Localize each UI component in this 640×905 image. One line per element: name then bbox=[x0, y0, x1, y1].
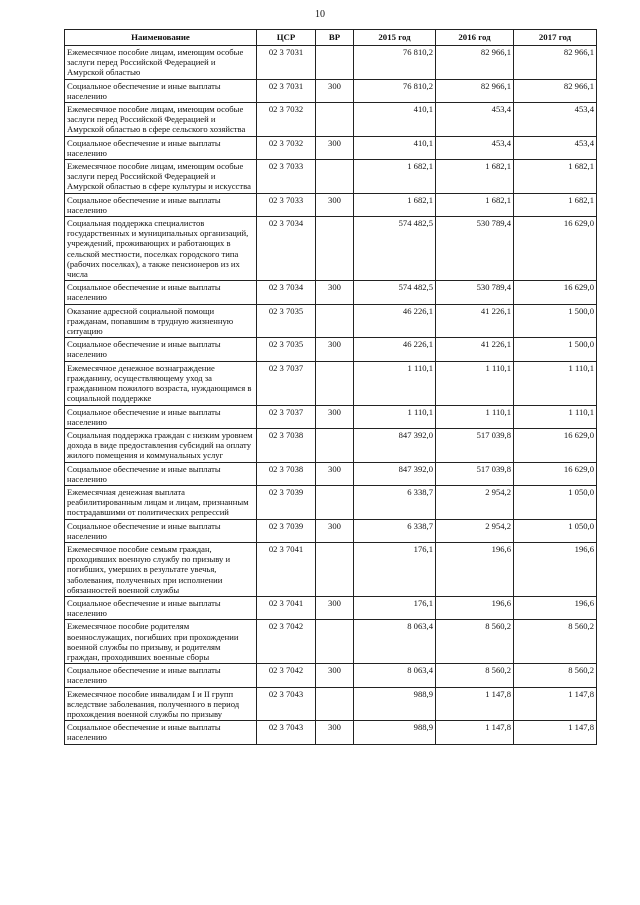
row-2016: 517 039,8 bbox=[436, 428, 514, 462]
row-vr: 300 bbox=[316, 79, 354, 102]
row-csr: 02 3 7032 bbox=[257, 136, 316, 159]
row-2017: 16 629,0 bbox=[514, 281, 597, 304]
table-row bbox=[65, 620, 597, 664]
header-2015: 2015 год bbox=[354, 30, 436, 46]
row-2015: 988,9 bbox=[354, 721, 436, 744]
row-2015: 176,1 bbox=[354, 596, 436, 619]
row-vr bbox=[316, 687, 354, 721]
row-name: Ежемесячное пособие семьям граждан, проходивших военную службу по призыву и погибших, умерших в результате увечья, заболевания, полученных при исполнении обязанностей военной службы bbox=[65, 542, 257, 596]
row-2017: 1 147,8 bbox=[514, 687, 597, 721]
row-name: Ежемесячное пособие лицам, имеющим особые заслуги перед Российской Федерацией и Амурской областью в сфере сельского хозяйства bbox=[65, 103, 257, 137]
row-2015: 574 482,5 bbox=[354, 217, 436, 281]
budget-table bbox=[64, 29, 597, 745]
row-2015: 8 063,4 bbox=[354, 620, 436, 664]
row-name: Социальное обеспечение и иные выплаты населению bbox=[65, 136, 257, 159]
row-csr: 02 3 7039 bbox=[257, 485, 316, 519]
row-2015: 6 338,7 bbox=[354, 519, 436, 542]
row-csr: 02 3 7042 bbox=[257, 620, 316, 664]
row-2017: 1 147,8 bbox=[514, 721, 597, 744]
row-2016: 1 110,1 bbox=[436, 361, 514, 405]
row-name: Социальное обеспечение и иные выплаты населению bbox=[65, 519, 257, 542]
row-2015: 410,1 bbox=[354, 103, 436, 137]
table-row bbox=[65, 136, 597, 159]
table-row bbox=[65, 193, 597, 216]
row-2016: 517 039,8 bbox=[436, 462, 514, 485]
table-body bbox=[65, 46, 597, 745]
row-2016: 196,6 bbox=[436, 596, 514, 619]
row-2015: 1 682,1 bbox=[354, 160, 436, 194]
row-name: Социальное обеспечение и иные выплаты населению bbox=[65, 193, 257, 216]
row-csr: 02 3 7043 bbox=[257, 721, 316, 744]
row-2015: 988,9 bbox=[354, 687, 436, 721]
row-2016: 196,6 bbox=[436, 542, 514, 596]
row-2015: 574 482,5 bbox=[354, 281, 436, 304]
row-2017: 16 629,0 bbox=[514, 217, 597, 281]
row-2016: 82 966,1 bbox=[436, 46, 514, 80]
row-vr bbox=[316, 428, 354, 462]
row-vr bbox=[316, 103, 354, 137]
row-name: Социальная поддержка специалистов государственных и муниципальных организаций, учреждений, проживающих и работающих в сельской местности, поселках городского типа (рабочих поселках), а также пенсионеров из их числа bbox=[65, 217, 257, 281]
header-csr: ЦСР bbox=[257, 30, 316, 46]
row-csr: 02 3 7031 bbox=[257, 46, 316, 80]
row-csr: 02 3 7033 bbox=[257, 193, 316, 216]
row-vr: 300 bbox=[316, 193, 354, 216]
table-row bbox=[65, 462, 597, 485]
row-vr bbox=[316, 217, 354, 281]
row-vr bbox=[316, 304, 354, 338]
row-2016: 530 789,4 bbox=[436, 217, 514, 281]
row-2017: 8 560,2 bbox=[514, 620, 597, 664]
row-csr: 02 3 7038 bbox=[257, 428, 316, 462]
row-vr: 300 bbox=[316, 596, 354, 619]
row-2015: 76 810,2 bbox=[354, 79, 436, 102]
row-name: Социальное обеспечение и иные выплаты населению bbox=[65, 405, 257, 428]
table-row bbox=[65, 338, 597, 361]
row-2017: 1 050,0 bbox=[514, 519, 597, 542]
row-2016: 453,4 bbox=[436, 136, 514, 159]
row-2016: 1 147,8 bbox=[436, 687, 514, 721]
row-2015: 847 392,0 bbox=[354, 462, 436, 485]
row-vr bbox=[316, 542, 354, 596]
row-2017: 196,6 bbox=[514, 542, 597, 596]
row-2016: 41 226,1 bbox=[436, 338, 514, 361]
row-name: Ежемесячная денежная выплата реабилитированным лицам и лицам, признанным пострадавшими от политических репрессий bbox=[65, 485, 257, 519]
row-csr: 02 3 7034 bbox=[257, 217, 316, 281]
row-vr bbox=[316, 160, 354, 194]
row-name: Социальное обеспечение и иные выплаты населению bbox=[65, 281, 257, 304]
table-row bbox=[65, 217, 597, 281]
row-2017: 82 966,1 bbox=[514, 79, 597, 102]
table-row bbox=[65, 405, 597, 428]
row-csr: 02 3 7032 bbox=[257, 103, 316, 137]
row-vr bbox=[316, 485, 354, 519]
row-2017: 453,4 bbox=[514, 136, 597, 159]
table-row bbox=[65, 596, 597, 619]
row-2015: 6 338,7 bbox=[354, 485, 436, 519]
table-row bbox=[65, 721, 597, 744]
row-2017: 1 500,0 bbox=[514, 338, 597, 361]
row-csr: 02 3 7035 bbox=[257, 304, 316, 338]
row-name: Социальное обеспечение и иные выплаты населению bbox=[65, 338, 257, 361]
row-name: Социальное обеспечение и иные выплаты населению bbox=[65, 664, 257, 687]
row-2016: 1 682,1 bbox=[436, 160, 514, 194]
row-2017: 1 682,1 bbox=[514, 193, 597, 216]
row-2017: 1 110,1 bbox=[514, 405, 597, 428]
row-2017: 82 966,1 bbox=[514, 46, 597, 80]
row-csr: 02 3 7031 bbox=[257, 79, 316, 102]
row-csr: 02 3 7041 bbox=[257, 542, 316, 596]
row-csr: 02 3 7041 bbox=[257, 596, 316, 619]
row-csr: 02 3 7037 bbox=[257, 405, 316, 428]
row-2015: 46 226,1 bbox=[354, 338, 436, 361]
row-2015: 76 810,2 bbox=[354, 46, 436, 80]
row-vr: 300 bbox=[316, 281, 354, 304]
row-name: Ежемесячное пособие инвалидам I и II групп вследствие заболевания, полученного в период прохождения военной службы по призыву bbox=[65, 687, 257, 721]
row-2016: 41 226,1 bbox=[436, 304, 514, 338]
table-row bbox=[65, 664, 597, 687]
row-2015: 410,1 bbox=[354, 136, 436, 159]
table-row bbox=[65, 542, 597, 596]
row-name: Ежемесячное денежное вознаграждение гражданину, осуществляющему уход за гражданином пожилого возраста, нуждающимся в социальной поддержке bbox=[65, 361, 257, 405]
row-2015: 1 682,1 bbox=[354, 193, 436, 216]
table-row bbox=[65, 687, 597, 721]
row-csr: 02 3 7034 bbox=[257, 281, 316, 304]
row-2017: 1 500,0 bbox=[514, 304, 597, 338]
row-csr: 02 3 7038 bbox=[257, 462, 316, 485]
row-2015: 1 110,1 bbox=[354, 405, 436, 428]
row-name: Ежемесячное пособие родителям военнослужащих, погибших при прохождении военной службы по призыву, и родителям граждан, проходивших военные сборы bbox=[65, 620, 257, 664]
row-2016: 8 560,2 bbox=[436, 664, 514, 687]
row-2016: 82 966,1 bbox=[436, 79, 514, 102]
row-vr: 300 bbox=[316, 519, 354, 542]
row-vr bbox=[316, 46, 354, 80]
row-csr: 02 3 7035 bbox=[257, 338, 316, 361]
table-row bbox=[65, 428, 597, 462]
row-2016: 530 789,4 bbox=[436, 281, 514, 304]
table-row bbox=[65, 485, 597, 519]
row-vr: 300 bbox=[316, 664, 354, 687]
row-vr: 300 bbox=[316, 405, 354, 428]
row-vr bbox=[316, 361, 354, 405]
row-2015: 176,1 bbox=[354, 542, 436, 596]
row-2016: 1 147,8 bbox=[436, 721, 514, 744]
row-2015: 1 110,1 bbox=[354, 361, 436, 405]
table-row bbox=[65, 160, 597, 194]
table-row bbox=[65, 519, 597, 542]
row-name: Социальное обеспечение и иные выплаты населению bbox=[65, 79, 257, 102]
header-2017: 2017 год bbox=[514, 30, 597, 46]
row-vr bbox=[316, 620, 354, 664]
row-2016: 1 110,1 bbox=[436, 405, 514, 428]
row-2016: 8 560,2 bbox=[436, 620, 514, 664]
row-csr: 02 3 7042 bbox=[257, 664, 316, 687]
row-name: Социальная поддержка граждан с низким уровнем дохода в виде предоставления субсидий на оплату жилого помещения и коммунальных услуг bbox=[65, 428, 257, 462]
row-2016: 1 682,1 bbox=[436, 193, 514, 216]
row-2015: 8 063,4 bbox=[354, 664, 436, 687]
row-name: Социальное обеспечение и иные выплаты населению bbox=[65, 462, 257, 485]
row-name: Ежемесячное пособие лицам, имеющим особые заслуги перед Российской Федерацией и Амурской областью bbox=[65, 46, 257, 80]
row-name: Оказание адресной социальной помощи гражданам, попавшим в трудную жизненную ситуацию bbox=[65, 304, 257, 338]
row-2015: 46 226,1 bbox=[354, 304, 436, 338]
table-row bbox=[65, 281, 597, 304]
table-row bbox=[65, 304, 597, 338]
table-header-row bbox=[65, 30, 597, 46]
row-name: Социальное обеспечение и иные выплаты населению bbox=[65, 596, 257, 619]
row-vr: 300 bbox=[316, 136, 354, 159]
row-vr: 300 bbox=[316, 721, 354, 744]
table-row bbox=[65, 103, 597, 137]
row-2016: 2 954,2 bbox=[436, 519, 514, 542]
table-row bbox=[65, 79, 597, 102]
row-2016: 2 954,2 bbox=[436, 485, 514, 519]
row-2017: 453,4 bbox=[514, 103, 597, 137]
row-2017: 8 560,2 bbox=[514, 664, 597, 687]
row-2015: 847 392,0 bbox=[354, 428, 436, 462]
row-csr: 02 3 7039 bbox=[257, 519, 316, 542]
row-csr: 02 3 7043 bbox=[257, 687, 316, 721]
row-2017: 16 629,0 bbox=[514, 428, 597, 462]
row-2017: 16 629,0 bbox=[514, 462, 597, 485]
table-row bbox=[65, 361, 597, 405]
row-2017: 1 050,0 bbox=[514, 485, 597, 519]
row-2017: 1 110,1 bbox=[514, 361, 597, 405]
header-2016: 2016 год bbox=[436, 30, 514, 46]
row-2017: 196,6 bbox=[514, 596, 597, 619]
table-row bbox=[65, 46, 597, 80]
header-vr: ВР bbox=[316, 30, 354, 46]
row-name: Ежемесячное пособие лицам, имеющим особые заслуги перед Российской Федерацией и Амурской областью в сфере культуры и искусства bbox=[65, 160, 257, 194]
row-2017: 1 682,1 bbox=[514, 160, 597, 194]
row-name: Социальное обеспечение и иные выплаты населению bbox=[65, 721, 257, 744]
header-name: Наименование bbox=[65, 30, 257, 46]
row-vr: 300 bbox=[316, 462, 354, 485]
row-csr: 02 3 7033 bbox=[257, 160, 316, 194]
row-2016: 453,4 bbox=[436, 103, 514, 137]
row-vr: 300 bbox=[316, 338, 354, 361]
row-csr: 02 3 7037 bbox=[257, 361, 316, 405]
page-number: 10 bbox=[315, 9, 325, 20]
